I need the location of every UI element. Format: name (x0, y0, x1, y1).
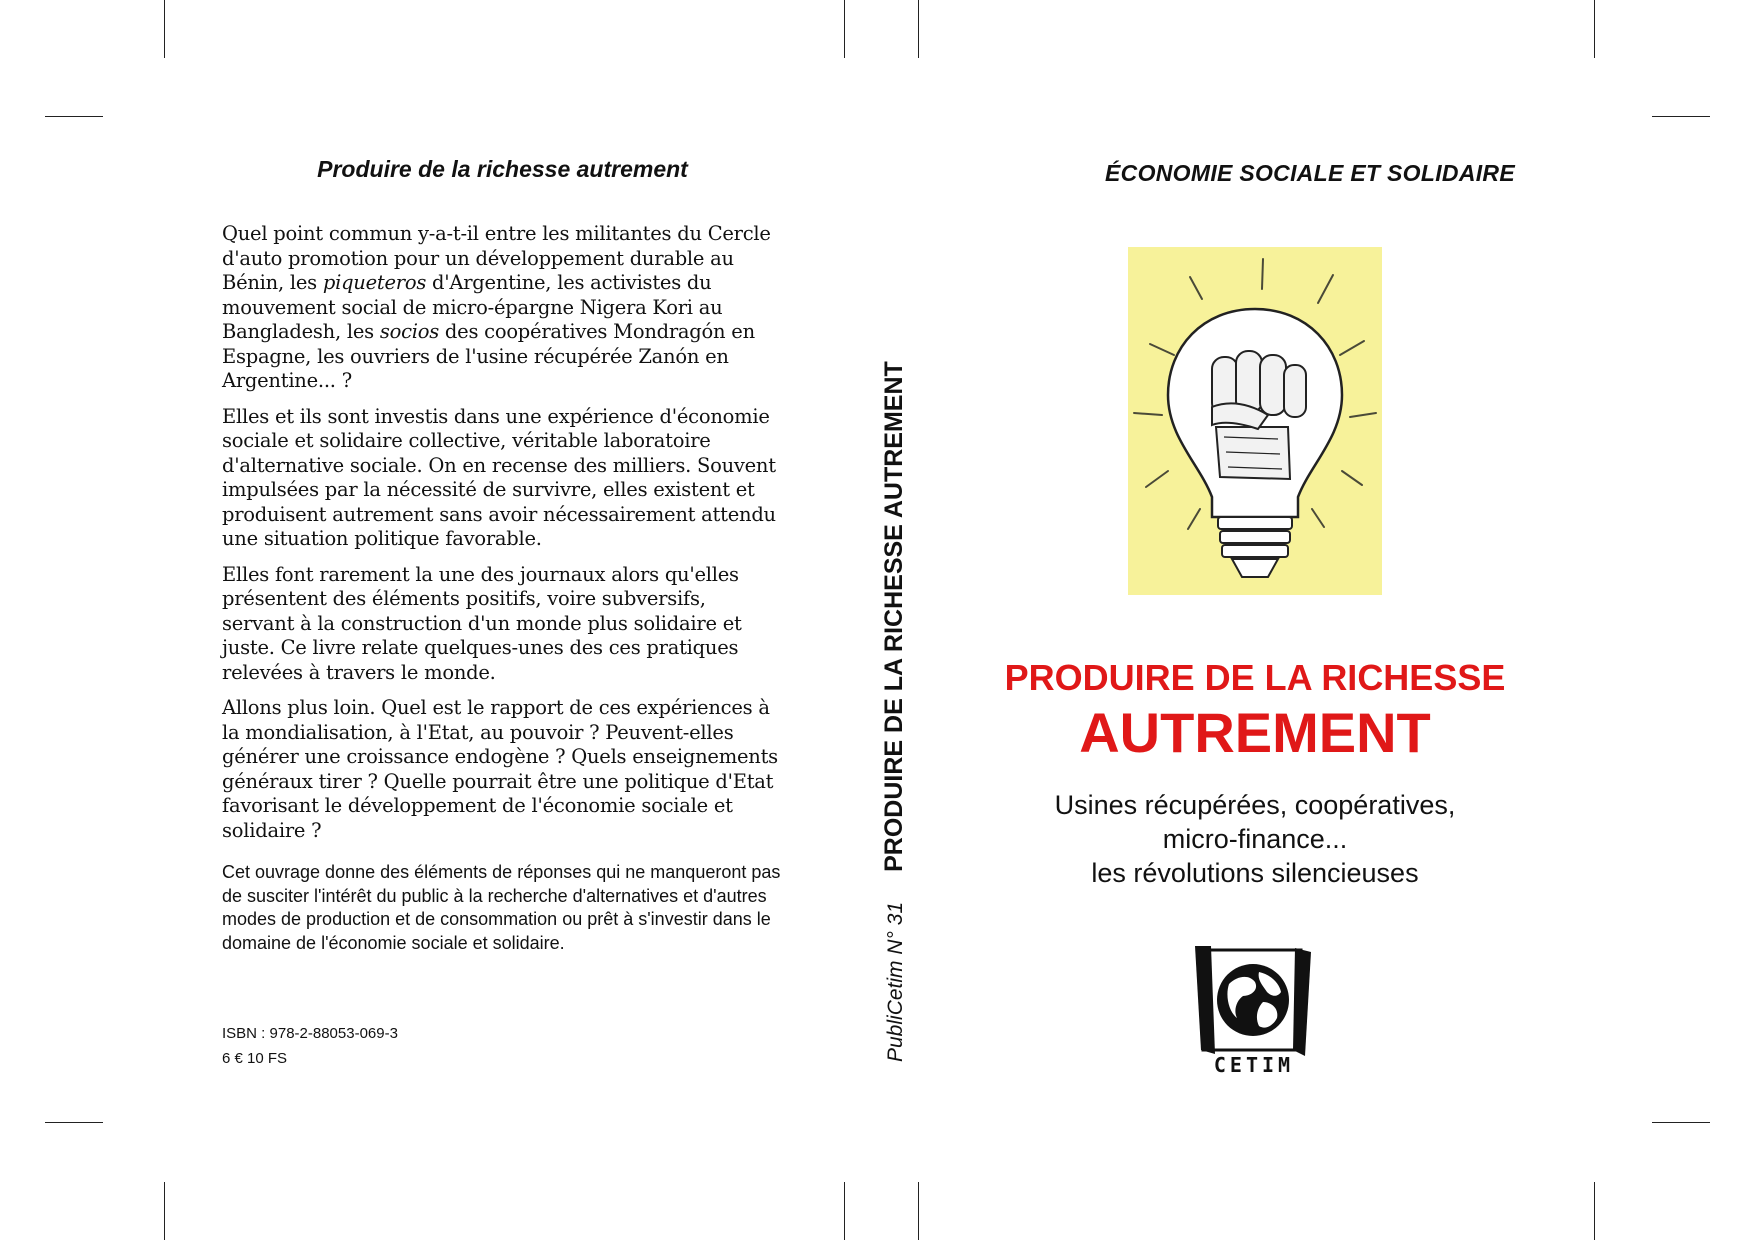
crop-mark (1652, 116, 1710, 117)
subtitle-line: micro-finance... (1162, 824, 1348, 854)
text-run: d'Argentine, les activistes du mouvement social de micro-épargne Nigera Kori au Bangladesh, les (222, 271, 723, 343)
crop-mark (1594, 0, 1595, 58)
crop-mark (164, 0, 165, 58)
back-paragraph-1 (222, 222, 782, 394)
isbn: ISBN : 978-2-88053-069-3 (222, 1025, 398, 1042)
series-label: ÉCONOMIE SOCIALE ET SOLIDAIRE (1105, 160, 1515, 186)
crop-mark (844, 0, 845, 58)
main-title-line-1: PRODUIRE DE LA RICHESSE (1004, 657, 1506, 698)
crop-mark (1652, 1122, 1710, 1123)
back-cover-text (222, 222, 782, 854)
emphasis-piqueteros: piqueteros (322, 271, 427, 294)
price: 6 € 10 FS (222, 1050, 288, 1067)
back-paragraph-2: Elles et ils sont investis dans une expérience d'économie sociale et solidaire collective, véritable laboratoire d'alternative sociale. On en recense des milliers. Souvent impulsées par la nécessité de survivre, elles existent et produisent autrement sans avoir nécessairement attendu une situation politique favorable. (222, 404, 776, 550)
crop-mark (918, 1182, 919, 1240)
main-title-line-2: AUTREMENT (1079, 701, 1431, 764)
text-run: Quel point commun y-a-t-il entre les militantes du Cercle d'auto promotion pour un développement durable au Bénin, les (222, 222, 771, 294)
fist-in-lightbulb-icon (1128, 247, 1382, 595)
back-paragraph-3: Elles font rarement la une des journaux alors qu'elles présentent des éléments positifs, voire subversifs, servant à la construction d'un monde plus solidaire et juste. Ce livre relate quelques-unes des ces pratiques relevées à travers le monde. (222, 562, 742, 684)
crop-mark (45, 1122, 103, 1123)
crop-mark (918, 0, 919, 58)
subtitle-line: les révolutions silencieuses (1091, 858, 1419, 888)
subtitle (960, 788, 1550, 890)
back-cover-title: Produire de la richesse autrement (317, 156, 688, 182)
spine-series-label: PubliCetim N° 31 (884, 901, 907, 1062)
spine-title: PRODUIRE DE LA RICHESSE AUTREMENT (880, 361, 908, 872)
crop-mark (1594, 1182, 1595, 1240)
crop-mark (844, 1182, 845, 1240)
crop-mark (45, 116, 103, 117)
emphasis-socios: socios (379, 320, 439, 343)
text-run: des coopératives Mondragón en Espagne, les ouvriers de l'usine récupérée Zanón en Argentine... ? (222, 320, 755, 392)
crop-mark (164, 1182, 165, 1240)
publisher-name: CETIM (1213, 1053, 1295, 1077)
back-cover-summary: Cet ouvrage donne des éléments de réponses qui ne manqueront pas de susciter l'intérêt du public à la recherche d'alternatives et d'autres modes de production et de consommation ou prêt à s'investir dans le domaine de l'économie sociale et solidaire. (222, 862, 781, 953)
cetim-logo (1193, 938, 1315, 1078)
spine (880, 361, 909, 1062)
back-paragraph-4: Allons plus loin. Quel est le rapport de ces expériences à la mondialisation, à l'Etat, au pouvoir ? Peuvent-elles générer une croissance endogène ? Quels enseignements généraux tirer ? Quelle pourrait être une politique d'Etat favorisant le développement de l'économie sociale et solidaire ? (222, 696, 778, 842)
subtitle-line: Usines récupérées, coopératives, (1054, 790, 1456, 820)
